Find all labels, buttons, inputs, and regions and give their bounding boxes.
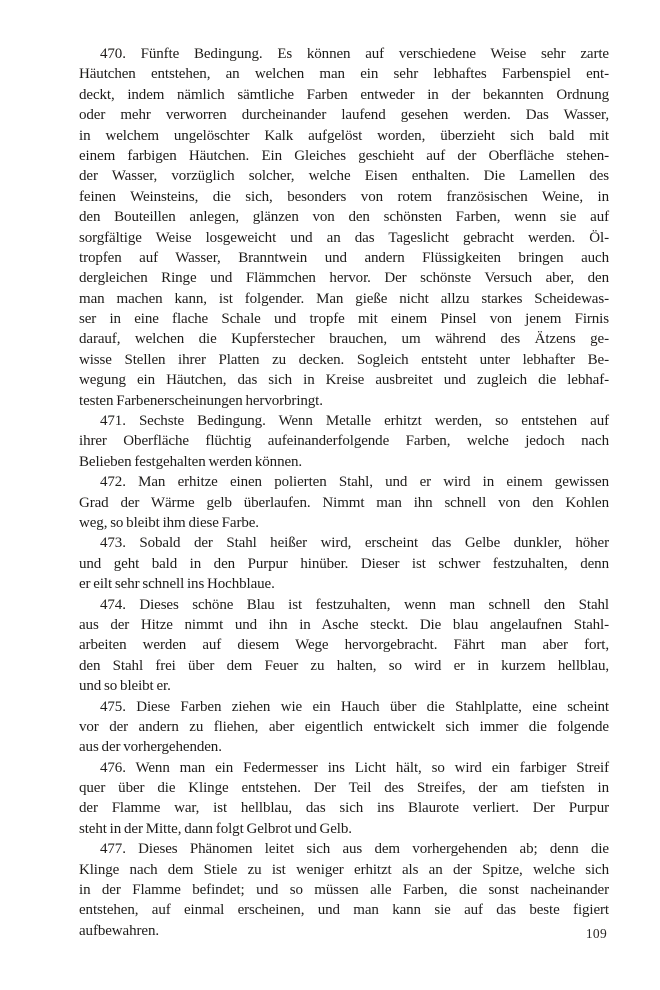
paragraph-476 [79,758,609,840]
text-line: er eilt sehr schnell ins Hochblaue. [79,576,275,593]
text-line: 473. Sobald der Stahl heißer wird, erscheint das Gelbe dunkler, höher [100,535,609,552]
text-line: deckt, indem nämlich sämtliche Farben entweder in der bekannten Ordnung [79,86,609,103]
text-line: 471. Sechste Bedingung. Wenn Metalle erhitzt werden, so entstehen auf [100,413,609,430]
text-line: 477. Dieses Phänomen leitet sich aus dem vorhergehenden ab; denn die [100,841,609,858]
text-line: einem farbigen Häutchen. Ein Gleiches geschieht auf der Oberfläche stehen- [79,147,609,164]
text-line: weg, so bleibt ihm diese Farbe. [79,514,259,531]
text-line: Grad der Wärme gelb überlaufen. Nimmt man ihn schnell von den Kohlen [79,494,609,511]
text-line: testen Farbenerscheinungen hervorbringt. [79,392,323,409]
paragraph-474 [79,595,609,697]
text-line: ser in eine flache Schale und tropfe mit einem Pinsel von jenem Firnis [79,311,609,328]
paragraph-471 [79,411,609,472]
paragraph-470 [79,44,609,411]
text-line: aufbewahren. [79,922,160,939]
text-line: aus der vorhergehenden. [79,739,222,756]
text-line: oder mehr verworren durcheinander laufend gesehen werden. Das Wasser, [79,107,609,124]
paragraph-475 [79,697,609,758]
text-line: den Stahl frei über dem Feuer zu halten, so wird er in kurzem hellblau, [79,657,609,674]
text-line: entstehen, auf einmal erscheinen, und man kann sie auf das beste figiert [79,902,609,919]
text-line: 474. Dieses schöne Blau ist festzuhalten, wenn man schnell den Stahl [100,596,609,613]
text-line: und so bleibt er. [79,678,171,695]
text-line: wisse Stellen ihrer Platten zu decken. Sogleich entsteht unter lebhafter Be- [79,351,609,368]
page-number: 109 [585,926,607,941]
text-line: der Flamme war, ist hellblau, das sich ins Blaurote verliert. Der Purpur [79,800,609,817]
text-line: den Bouteillen anlegen, glänzen von den schönsten Farben, wenn sie auf [79,209,609,226]
text-line: sorgfältige Weise losgeweicht und an das Tageslicht gebracht werden. Öl- [79,229,609,246]
text-line: man machen kann, ist folgender. Man gieße nicht allzu starkes Scheidewas- [79,290,609,307]
page-text [79,44,609,941]
text-line: und geht bald in den Purpur hinüber. Dieser ist schwer festzuhalten, denn [79,555,609,572]
text-line: aus der Hitze nimmt und ihn in Asche steckt. Die blau angelaufnen Stahl- [79,616,609,633]
paragraph-473 [79,533,609,594]
text-line: 470. Fünfte Bedingung. Es können auf verschiedene Weise sehr zarte [100,46,609,62]
text-line: Klinge nach dem Stiele zu ist weniger erhitzt als an der Spitze, welche sich [79,861,609,878]
text-line: 476. Wenn man ein Federmesser ins Licht hält, so wird ein farbiger Streif [100,759,609,776]
paragraph-477 [79,839,609,941]
text-line: in der Flamme befindet; und so müssen alle Farben, die sonst nacheinander [79,882,609,899]
text-line: quer über die Klinge entstehen. Der Teil des Streifes, der am tiefsten in [79,780,609,797]
text-line: Häutchen entstehen, an welchen man ein sehr lebhaftes Farbenspiel ent- [79,66,609,83]
text-line: arbeiten werden auf diesem Wege hervorgebracht. Fährt man aber fort, [79,637,609,654]
text-line: feinen Weinsteins, die sich, besonders von rotem französischen Weine, in [79,188,609,205]
text-line: steht in der Mitte, dann folgt Gelbrot und Gelb. [79,820,352,837]
text-line: der Wasser, vorzüglich solcher, welche Eisen enthalten. Die Lamellen des [79,168,609,185]
text-line: wegung ein Häutchen, das sich in Kreise ausbreitet und zugleich die lebhaf- [79,372,609,389]
text-line: tropfen auf Wasser, Branntwein und andern Flüssigkeiten bringen auch [79,249,609,266]
text-line: 475. Diese Farben ziehen wie ein Hauch über die Stahlplatte, eine scheint [100,698,609,715]
text-line: ihrer Oberfläche flüchtig aufeinanderfolgende Farben, welche jedoch nach [79,433,609,450]
text-line: vor der andern zu fliehen, aber eigentlich entwickelt sich immer die folgende [79,718,609,735]
text-line: Belieben festgehalten werden können. [79,453,303,470]
text-line: 472. Man erhitze einen polierten Stahl, und er wird in einem gewissen [100,474,609,491]
text-line: in welchem ungelöschter Kalk aufgelöst worden, überzieht sich bald mit [79,127,609,144]
paragraph-472 [79,472,609,533]
text-line: dergleichen Ringe und Flämmchen hervor. Der schönste Versuch aber, den [79,270,609,287]
text-line: darauf, welchen die Kupferstecher brauchen, um während des Ätzens ge- [79,331,609,348]
